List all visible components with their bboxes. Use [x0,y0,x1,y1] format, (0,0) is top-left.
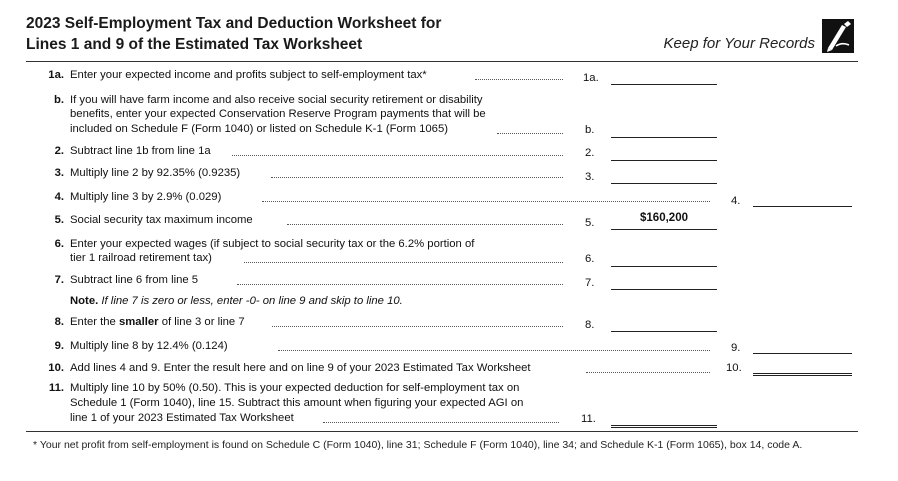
line-1b-text-1: If you will have farm income and also receive social security retirement or disability [70,94,483,106]
line-6-number: 6. [54,238,64,250]
line-7-number: 7. [54,274,64,286]
line-7-text: Subtract line 6 from line 5 [70,274,199,286]
line-4-leader [262,201,710,202]
line-1b-leader [497,133,563,134]
line-3-text: Multiply line 2 by 92.35% (0.9235) [70,167,241,179]
line-11-text-1: Multiply line 10 by 50% (0.50). This is your expected deduction for self-employment tax on [70,382,520,394]
line-10-field[interactable] [753,373,852,376]
line-4-ref: 4. [731,195,741,207]
line-10-number: 10. [48,362,64,374]
header-rule [26,61,858,62]
line-6-text-2: tier 1 railroad retirement tax) [70,252,212,264]
line-8-text [70,315,245,329]
line-4-number: 4. [54,191,64,203]
line-6-leader [244,262,563,263]
line-10-text: Add lines 4 and 9. Enter the result here and on line 9 of your 2023 Estimated Tax Worksheet [70,362,531,374]
line-2-number: 2. [54,145,64,157]
line-6-text-1: Enter your expected wages (if subject to social security tax or the 6.2% portion of [70,238,475,250]
line-9-leader [278,350,710,351]
line-3-ref: 3. [585,171,595,183]
line-2-text: Subtract line 1b from line 1a [70,145,211,157]
line-5-text: Social security tax maximum income [70,214,253,226]
line-1a-ref: 1a. [583,72,599,84]
line-5-ref: 5. [585,217,595,229]
line-1a-field[interactable] [611,84,717,85]
line-9-text: Multiply line 8 by 12.4% (0.124) [70,340,228,352]
line-1a-text: Enter your expected income and profits subject to self-employment tax* [70,69,427,81]
line-5-number: 5. [54,214,64,226]
line-2-ref: 2. [585,147,595,159]
line-1b-number: b. [53,94,64,106]
line-11-text-2: Schedule 1 (Form 1040), line 15. Subtract this amount when figuring your expected AGI on [70,397,524,409]
line-2-leader [232,155,563,156]
line-10-ref: 10. [726,362,742,374]
line-7-leader [237,284,563,285]
title-line-2: Lines 1 and 9 of the Estimated Tax Worksheet [26,36,363,53]
line-1b-text-3: included on Schedule F (Form 1040) or listed on Schedule K-1 (Form 1065) [70,123,449,135]
line-8-field[interactable] [611,331,717,332]
line-11-text-3: line 1 of your 2023 Estimated Tax Worksheet [70,412,294,424]
note-label: Note. [70,295,99,307]
line-1a-leader [475,79,563,80]
line-1b-ref: b. [585,124,595,136]
keep-for-records: Keep for Your Records [663,35,815,52]
line-9-field[interactable] [753,353,852,354]
line-5-leader [287,224,563,225]
line-1b-field[interactable] [611,137,717,138]
worksheet-title [26,13,586,55]
line-4-text: Multiply line 3 by 2.9% (0.029) [70,191,222,203]
line-7-ref: 7. [585,277,595,289]
line-8-ref: 8. [585,319,595,331]
line-8-number: 8. [54,316,64,328]
line-8-text-post: of line 3 or line 7 [158,316,245,328]
title-line-1: 2023 Self-Employment Tax and Deduction Worksheet for [26,15,442,32]
line-4-field[interactable] [753,206,852,207]
line-11-ref: 11. [581,413,596,425]
line-5-amount: $160,200 [640,212,688,224]
line-2-field[interactable] [611,160,717,161]
line-1b-text-2: benefits, enter your expected Conservation Reserve Program payments that will be [70,108,486,120]
line-1a-number: 1a. [48,69,64,81]
footer-rule [26,431,858,432]
line-8-leader [272,326,563,327]
line-3-number: 3. [54,167,64,179]
line-11-field[interactable] [611,425,717,428]
line-8-text-pre: Enter the [70,316,119,328]
line-8-text-bold: smaller [118,316,159,328]
footnote: * Your net profit from self-employment is found on Schedule C (Form 1040), line 31; Schedule F (Form 1040), line 34; and Schedule K-1 (Form 1065), box 14, code A. [33,439,803,451]
line-10-leader [586,372,710,373]
pen-icon [822,19,854,53]
line-9-number: 9. [54,340,64,352]
line-3-leader [271,177,563,178]
line-11-number: 11. [48,382,64,394]
note-text: If line 7 is zero or less, enter -0- on line 9 and skip to line 10. [101,295,403,307]
line-11-leader [323,422,559,423]
line-7-field[interactable] [611,289,717,290]
line-9-ref: 9. [731,342,741,354]
line-6-field[interactable] [611,266,717,267]
line-6-ref: 6. [585,253,595,265]
line-3-field[interactable] [611,183,717,184]
line-5-field [611,229,717,230]
